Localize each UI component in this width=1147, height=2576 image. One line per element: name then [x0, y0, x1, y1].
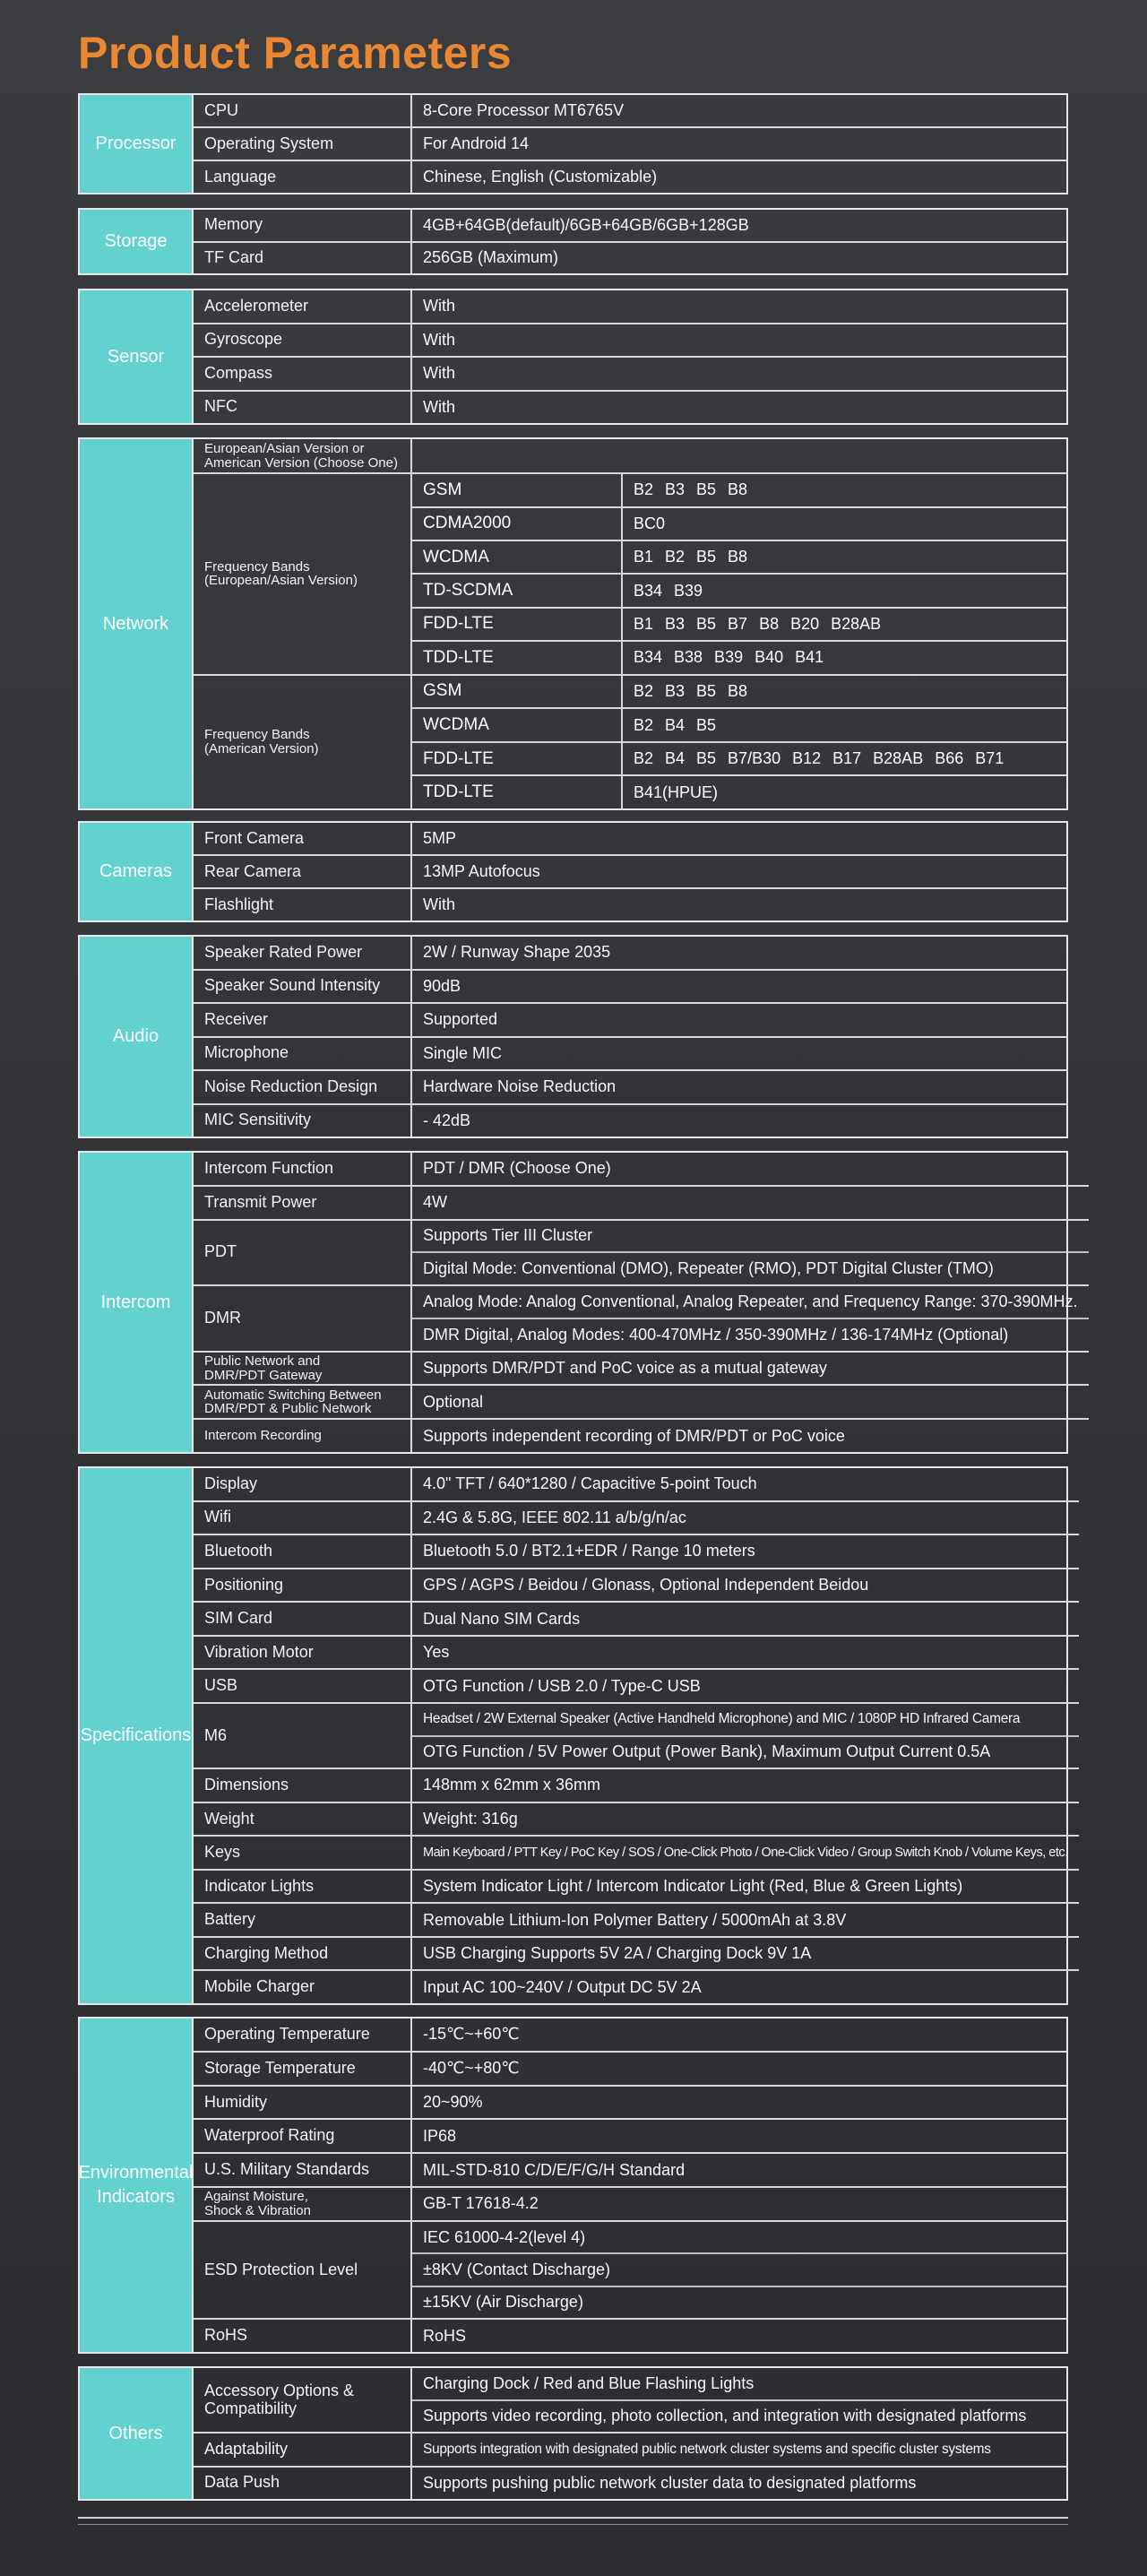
param-values	[412, 1105, 1066, 1137]
param-key-dmr: DMR	[194, 1286, 412, 1351]
param-value: Supports Tier III Cluster	[423, 1226, 593, 1245]
param-key-dimensions: Dimensions	[194, 1769, 412, 1802]
band-standard: TDD-LTE	[412, 642, 623, 673]
param-key-noise-reduction-design: Noise Reduction Design	[194, 1071, 412, 1103]
param-values	[412, 1420, 1089, 1452]
section-label-specifications: Specifications	[80, 1468, 194, 2003]
band-row	[412, 607, 1066, 640]
table-row	[194, 472, 1066, 674]
param-values	[412, 474, 1066, 674]
param-key-language: Language	[194, 161, 412, 193]
section-label-sensor: Sensor	[80, 290, 194, 423]
param-key-against-moisture-shock-vibration: Against Moisture, Shock & Vibration	[194, 2188, 412, 2220]
param-values	[412, 2320, 1066, 2352]
section-sensor	[78, 289, 1068, 425]
param-value: Bluetooth 5.0 / BT2.1+EDR / Range 10 meters	[423, 1542, 755, 1560]
param-key-rohs: RoHS	[194, 2320, 412, 2352]
section-body-sensor	[194, 290, 1066, 423]
param-key-keys: Keys	[194, 1837, 412, 1869]
band-row	[412, 707, 1066, 741]
table-row	[194, 241, 1066, 274]
table-row	[194, 1635, 1079, 1669]
section-body-network	[194, 439, 1066, 808]
table-row	[194, 2051, 1066, 2085]
param-values	[412, 1071, 1066, 1103]
param-value: With	[423, 397, 455, 416]
param-value: RoHS	[423, 2326, 467, 2345]
band-standard: TD-SCDMA	[412, 575, 623, 606]
param-values	[412, 2188, 1066, 2220]
param-value: IEC 61000-4-2(level 4)	[423, 2227, 586, 2246]
param-values	[412, 2018, 1066, 2051]
section-network	[78, 437, 1068, 810]
param-value: 90dB	[423, 976, 461, 995]
param-value: Yes	[423, 1643, 450, 1662]
param-value: For Android 14	[423, 134, 530, 152]
band-standard: GSM	[412, 474, 623, 506]
param-value: GB-T 17618-4.2	[423, 2194, 539, 2213]
param-value: -15℃~+60℃	[423, 2025, 520, 2044]
param-values	[412, 823, 1066, 854]
section-body-others	[194, 2368, 1066, 2499]
table-row	[194, 1069, 1066, 1103]
table-row	[194, 1969, 1079, 2003]
param-value: 148mm x 62mm x 36mm	[423, 1776, 601, 1794]
param-value: 4.0" TFT / 640*1280 / Capacitive 5-point Touch	[423, 1474, 757, 1493]
param-key-flashlight: Flashlight	[194, 889, 412, 921]
band-standard: CDMA2000	[412, 508, 623, 540]
param-key-wifi: Wifi	[194, 1502, 412, 1534]
param-values	[412, 1637, 1079, 1669]
param-key-front-camera: Front Camera	[194, 823, 412, 854]
param-value: GPS / AGPS / Beidou / Glonass, Optional Independent Beidou	[423, 1575, 869, 1594]
param-value: Dual Nano SIM Cards	[423, 1609, 581, 1628]
param-values	[412, 1353, 1089, 1385]
param-value: 8-Core Processor MT6765V	[423, 101, 625, 119]
param-key-memory: Memory	[194, 210, 412, 241]
param-values	[412, 1603, 1079, 1635]
param-key-mic-sensitivity: MIC Sensitivity	[194, 1105, 412, 1137]
param-values	[412, 1769, 1079, 1802]
table-row	[194, 2318, 1066, 2352]
table-row	[194, 1036, 1066, 1070]
band-values: B1 B3 B5 B7 B8 B20 B28AB	[634, 614, 882, 633]
table-row	[194, 969, 1066, 1003]
band-row	[412, 774, 1066, 808]
section-body-processor	[194, 95, 1066, 193]
table-row	[194, 1468, 1079, 1500]
param-value: 256GB (Maximum)	[423, 248, 559, 267]
table-row	[194, 356, 1066, 390]
param-key-speaker-sound-intensity: Speaker Sound Intensity	[194, 971, 412, 1003]
param-value: Main Keyboard / PTT Key / PoC Key / SOS / One-Click Photo / One-Click Video / Group Switch Knob / Volume Keys, etc.	[423, 1845, 1068, 1860]
table-row	[194, 1153, 1089, 1185]
param-value: With	[423, 895, 455, 913]
param-key-m6: M6	[194, 1704, 412, 1768]
param-values	[412, 856, 1066, 887]
table-row	[194, 1869, 1079, 1903]
param-values	[412, 439, 1066, 472]
param-value: 20~90%	[423, 2092, 483, 2111]
param-value: 4W	[423, 1193, 447, 1212]
param-values	[412, 1187, 1089, 1219]
table-row	[194, 1500, 1079, 1534]
band-standard: TDD-LTE	[412, 776, 623, 808]
table-row	[194, 1802, 1079, 1836]
section-storage	[78, 208, 1068, 275]
param-value: Single MIC	[423, 1043, 503, 1062]
param-key-accessory-options-compatibility: Accessory Options & Compatibility	[194, 2368, 412, 2432]
param-key-rear-camera: Rear Camera	[194, 856, 412, 887]
param-values	[412, 889, 1066, 921]
param-values	[412, 676, 1066, 808]
band-standard: WCDMA	[412, 541, 623, 573]
table-row	[194, 854, 1066, 887]
param-key-positioning: Positioning	[194, 1569, 412, 1602]
param-values	[412, 971, 1066, 1003]
section-label-storage: Storage	[80, 210, 194, 273]
param-values	[412, 1971, 1079, 2003]
param-value: Supports pushing public network cluster data to designated platforms	[423, 2473, 917, 2492]
param-values	[412, 2154, 1066, 2186]
table-row	[194, 1668, 1079, 1702]
param-value: Headset / 2W External Speaker (Active Handheld Microphone) and MIC / 1080P HD Infrared Camera	[423, 1711, 1021, 1727]
band-row	[412, 676, 1066, 708]
param-values	[412, 1502, 1079, 1534]
band-row	[412, 506, 1066, 540]
param-key-compass: Compass	[194, 358, 412, 390]
param-value: 4GB+64GB(default)/6GB+64GB/6GB+128GB	[423, 215, 749, 234]
band-standard: GSM	[412, 676, 623, 708]
table-row	[194, 2368, 1066, 2432]
param-values	[412, 937, 1066, 969]
param-key-automatic-switching-between-dmr-pdt-public-network: Automatic Switching Between DMR/PDT & Public Network	[194, 1386, 412, 1418]
param-key-frequency-bands-european-asian-version: Frequency Bands (European/Asian Version)	[194, 474, 412, 674]
param-value: Supports integration with designated public network cluster systems and specific cluster systems	[423, 2441, 991, 2457]
table-row	[194, 1835, 1079, 1869]
param-value: Chinese, English (Customizable)	[423, 168, 658, 186]
table-row	[194, 2220, 1066, 2318]
param-key-public-network-and-dmr-pdt-gateway: Public Network and DMR/PDT Gateway	[194, 1353, 412, 1385]
table-row	[194, 2085, 1066, 2119]
band-values: B1 B2 B5 B8	[634, 548, 748, 566]
section-environmental	[78, 2017, 1068, 2354]
param-value: Supported	[423, 1010, 498, 1029]
param-value: 13MP Autofocus	[423, 862, 540, 880]
param-value: DMR Digital, Analog Modes: 400-470MHz / 350-390MHz / 136-174MHz (Optional)	[412, 1318, 1089, 1351]
param-values	[412, 290, 1066, 323]
param-values	[412, 1468, 1079, 1500]
param-values	[412, 1569, 1079, 1602]
param-values	[412, 95, 1066, 126]
param-value: ±15KV (Air Discharge)	[412, 2286, 1066, 2318]
table-row	[194, 1185, 1089, 1219]
param-value: Input AC 100~240V / Output DC 5V 2A	[423, 1977, 702, 1996]
table-row	[194, 1002, 1066, 1036]
param-value: Charging Dock / Red and Blue Flashing Lights	[423, 2373, 755, 2392]
param-key-vibration-motor: Vibration Motor	[194, 1637, 412, 1669]
param-key-operating-temperature: Operating Temperature	[194, 2018, 412, 2051]
table-row	[194, 210, 1066, 241]
table-row	[194, 2432, 1066, 2466]
param-key-display: Display	[194, 1468, 412, 1500]
param-value: 5MP	[423, 829, 457, 847]
section-label-environmental: Environmental Indicators	[80, 2018, 194, 2352]
param-key-weight: Weight	[194, 1803, 412, 1836]
section-label-cameras: Cameras	[80, 823, 194, 921]
param-values	[412, 1938, 1079, 1970]
param-key-gyroscope: Gyroscope	[194, 324, 412, 357]
table-row	[194, 1534, 1079, 1568]
table-row	[194, 2186, 1066, 2220]
band-values: B41(HPUE)	[634, 782, 719, 801]
param-value: IP68	[423, 2126, 457, 2145]
param-value: Supports independent recording of DMR/PDT or PoC voice	[423, 1426, 845, 1445]
param-value: 2W / Runway Shape 2035	[423, 943, 611, 962]
param-key-adaptability: Adaptability	[194, 2433, 412, 2466]
table-row	[194, 290, 1066, 323]
param-key-pdt: PDT	[194, 1221, 412, 1285]
table-row	[194, 2118, 1066, 2152]
param-value: - 42dB	[423, 1111, 471, 1129]
param-values	[412, 1286, 1089, 1351]
param-value: OTG Function / USB 2.0 / Type-C USB	[423, 1676, 701, 1695]
table-row	[194, 160, 1066, 193]
section-label-intercom: Intercom	[80, 1153, 194, 1452]
param-values	[412, 358, 1066, 390]
table-row	[194, 1284, 1089, 1351]
param-values	[412, 2433, 1066, 2466]
param-values	[412, 161, 1066, 193]
param-value: Optional	[423, 1392, 484, 1411]
param-values	[412, 1871, 1079, 1903]
param-values	[412, 243, 1066, 274]
table-row	[194, 2152, 1066, 2186]
param-value: With	[423, 364, 455, 383]
param-key-humidity: Humidity	[194, 2087, 412, 2119]
section-label-processor: Processor	[80, 95, 194, 193]
section-body-environmental	[194, 2018, 1066, 2352]
param-values	[412, 1153, 1089, 1185]
section-audio	[78, 935, 1068, 1138]
param-key-storage-temperature: Storage Temperature	[194, 2053, 412, 2085]
table-row	[194, 95, 1066, 126]
param-value: Weight: 316g	[423, 1809, 518, 1828]
band-standard: FDD-LTE	[412, 609, 623, 640]
param-key-accelerometer: Accelerometer	[194, 290, 412, 323]
param-key-data-push: Data Push	[194, 2468, 412, 2500]
table-row	[194, 823, 1066, 854]
param-values	[412, 392, 1066, 424]
param-key-mobile-charger: Mobile Charger	[194, 1971, 412, 2003]
param-key-tf-card: TF Card	[194, 243, 412, 274]
table-row	[194, 674, 1066, 808]
param-value	[412, 439, 1066, 472]
band-row	[412, 474, 1066, 506]
param-values	[412, 2468, 1066, 2500]
param-values	[412, 128, 1066, 160]
param-key-sim-card: SIM Card	[194, 1603, 412, 1635]
param-values	[412, 2120, 1066, 2152]
param-key-charging-method: Charging Method	[194, 1938, 412, 1970]
param-key-frequency-bands-american-version: Frequency Bands (American Version)	[194, 676, 412, 808]
param-key-battery: Battery	[194, 1904, 412, 1936]
param-key-usb: USB	[194, 1670, 412, 1702]
param-key-indicator-lights: Indicator Lights	[194, 1871, 412, 1903]
param-key-intercom-recording: Intercom Recording	[194, 1420, 412, 1452]
param-values	[412, 2222, 1066, 2318]
table-row	[194, 1103, 1066, 1137]
param-value: Analog Mode: Analog Conventional, Analog Repeater, and Frequency Range: 370-390MHz.	[423, 1292, 1078, 1311]
param-value: 2.4G & 5.8G, IEEE 802.11 a/b/g/n/ac	[423, 1508, 686, 1526]
param-value: ±8KV (Contact Discharge)	[412, 2252, 1066, 2285]
param-values	[412, 1704, 1079, 1768]
param-value: Digital Mode: Conventional (DMO), Repeater (RMO), PDT Digital Cluster (TMO)	[412, 1251, 1089, 1284]
section-body-storage	[194, 210, 1066, 273]
table-row	[194, 1702, 1079, 1768]
param-value: Removable Lithium-Ion Polymer Battery / 5000mAh at 3.8V	[423, 1910, 847, 1929]
section-specifications	[78, 1466, 1068, 2005]
section-label-audio: Audio	[80, 937, 194, 1137]
table-row	[194, 1902, 1079, 1936]
bottom-divider	[78, 2517, 1068, 2519]
param-values	[412, 1386, 1089, 1418]
param-key-nfc: NFC	[194, 392, 412, 424]
band-row	[412, 573, 1066, 606]
table-row	[194, 390, 1066, 424]
table-row	[194, 439, 1066, 472]
band-values: B34 B39	[634, 581, 703, 600]
param-value: Hardware Noise Reduction	[423, 1077, 617, 1096]
page-title: Product Parameters	[78, 28, 513, 78]
param-key-european-asian-version-or-american-version-choose-one: European/Asian Version or American Version (Choose One)	[194, 439, 412, 472]
param-key-bluetooth: Bluetooth	[194, 1535, 412, 1568]
table-row	[194, 1601, 1079, 1635]
param-value: With	[423, 330, 455, 349]
param-value: USB Charging Supports 5V 2A / Charging Dock 9V 1A	[423, 1944, 812, 1963]
param-values	[412, 1803, 1079, 1836]
table-row	[194, 1351, 1089, 1385]
section-others	[78, 2366, 1068, 2501]
table-row	[194, 2466, 1066, 2500]
band-row	[412, 540, 1066, 573]
param-values	[412, 1004, 1066, 1036]
table-row	[194, 937, 1066, 969]
param-values	[412, 1221, 1089, 1285]
band-values: B2 B3 B5 B8	[634, 480, 748, 499]
table-row	[194, 1418, 1089, 1452]
section-cameras	[78, 821, 1068, 922]
param-values	[412, 2087, 1066, 2119]
table-row	[194, 323, 1066, 357]
table-row	[194, 1568, 1079, 1602]
param-value: System Indicator Light / Intercom Indicator Light (Red, Blue & Green Lights)	[423, 1877, 963, 1896]
param-key-speaker-rated-power: Speaker Rated Power	[194, 937, 412, 969]
param-value: Supports DMR/PDT and PoC voice as a mutual gateway	[423, 1359, 827, 1378]
param-values	[412, 1670, 1079, 1702]
band-values: BC0	[634, 514, 666, 532]
param-key-receiver: Receiver	[194, 1004, 412, 1036]
band-values: B2 B4 B5 B7/B30 B12 B17 B28AB B66 B71	[634, 749, 1005, 768]
section-intercom	[78, 1151, 1078, 1454]
table-row	[194, 1384, 1089, 1418]
param-values	[412, 1904, 1079, 1936]
param-value: MIL-STD-810 C/D/E/F/G/H Standard	[423, 2160, 686, 2179]
param-key-intercom-function: Intercom Function	[194, 1153, 412, 1185]
param-values	[412, 1837, 1079, 1869]
param-key-esd-protection-level: ESD Protection Level	[194, 2222, 412, 2318]
table-row	[194, 887, 1066, 921]
table-row	[194, 1936, 1079, 1970]
bottom-divider-thin	[78, 2524, 1068, 2525]
band-values: B2 B4 B5	[634, 715, 717, 734]
section-label-others: Others	[80, 2368, 194, 2499]
section-body-intercom	[194, 1153, 1089, 1452]
table-row	[194, 1219, 1089, 1285]
band-values: B34 B38 B39 B40 B41	[634, 648, 824, 667]
section-label-network: Network	[80, 439, 194, 808]
param-key-cpu: CPU	[194, 95, 412, 126]
section-body-audio	[194, 937, 1066, 1137]
band-row	[412, 741, 1066, 775]
param-values	[412, 1038, 1066, 1070]
band-standard: WCDMA	[412, 709, 623, 741]
band-standard: FDD-LTE	[412, 743, 623, 775]
param-key-u-s-military-standards: U.S. Military Standards	[194, 2154, 412, 2186]
table-row	[194, 126, 1066, 160]
param-values	[412, 2053, 1066, 2085]
param-value: PDT / DMR (Choose One)	[423, 1159, 611, 1178]
param-value: With	[423, 297, 455, 316]
param-key-operating-system: Operating System	[194, 128, 412, 160]
param-key-microphone: Microphone	[194, 1038, 412, 1070]
param-values	[412, 1535, 1079, 1568]
param-value: -40℃~+80℃	[423, 2059, 520, 2078]
param-values	[412, 2368, 1066, 2432]
table-row	[194, 1768, 1079, 1802]
param-value: OTG Function / 5V Power Output (Power Bank), Maximum Output Current 0.5A	[412, 1735, 1079, 1768]
section-body-specifications	[194, 1468, 1079, 2003]
param-values	[412, 210, 1066, 241]
param-key-transmit-power: Transmit Power	[194, 1187, 412, 1219]
param-value: Supports video recording, photo collection, and integration with designated platforms	[412, 2399, 1066, 2433]
param-key-waterproof-rating: Waterproof Rating	[194, 2120, 412, 2152]
param-values	[412, 324, 1066, 357]
band-values: B2 B3 B5 B8	[634, 681, 748, 700]
band-row	[412, 640, 1066, 673]
section-processor	[78, 93, 1068, 194]
table-row	[194, 2018, 1066, 2051]
section-body-cameras	[194, 823, 1066, 921]
